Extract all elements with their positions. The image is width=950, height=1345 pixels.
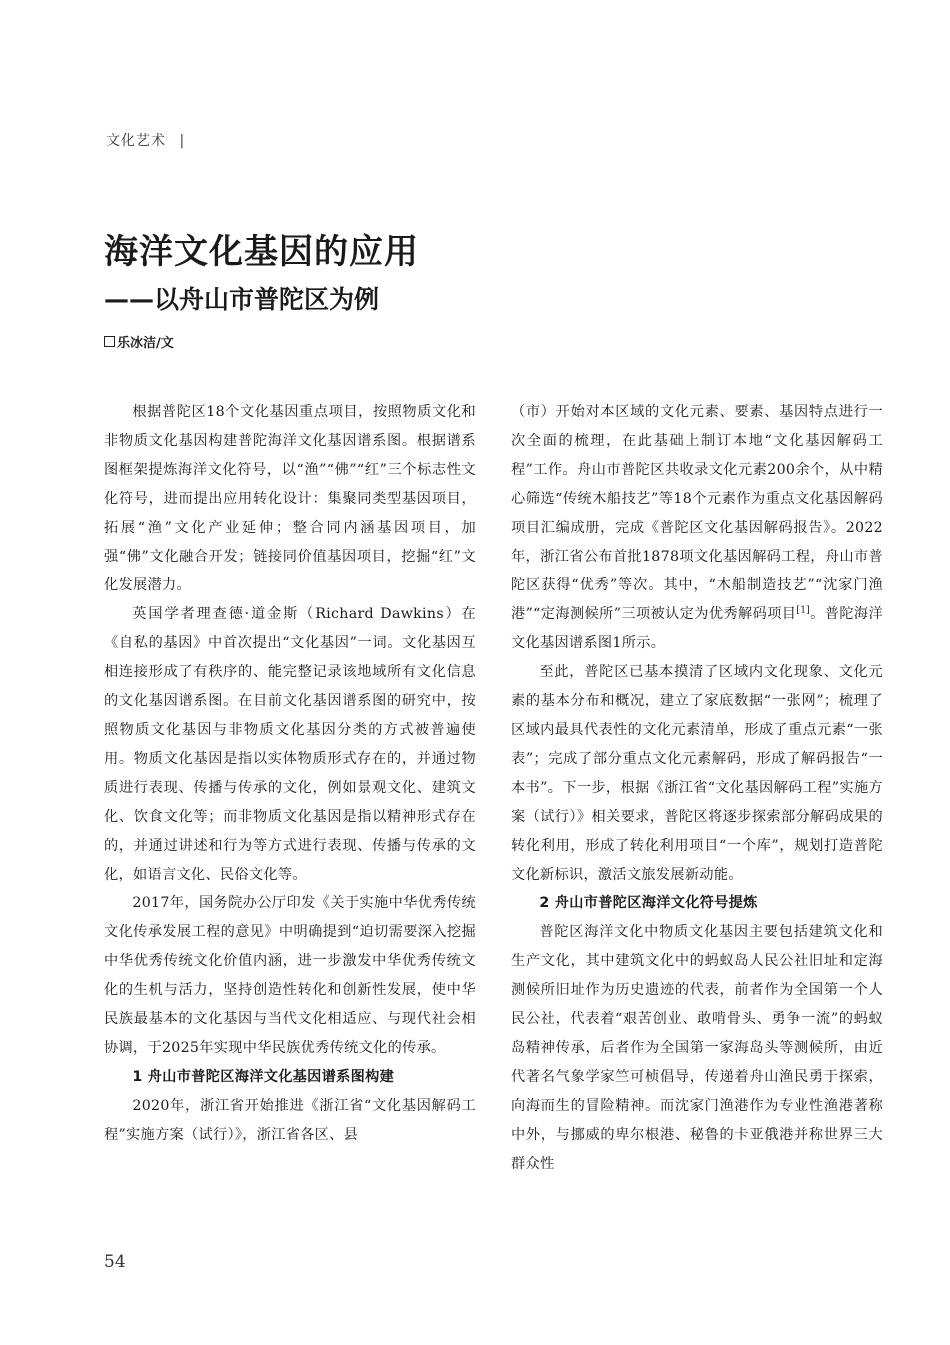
reference-marker[interactable]: [1]	[796, 605, 811, 616]
section-heading-2: 2 舟山市普陀区海洋文化符号提炼	[539, 895, 758, 912]
page-number: 54	[104, 1252, 126, 1272]
article-title: 海洋文化基因的应用	[104, 232, 419, 272]
paragraph: 普陀区海洋文化中物质文化基因主要包括建筑文化和生产文化，其中建筑文化中的蚂蚁岛人民公社旧址和定海测候所旧址作为历史遗迹的代表，前者作为全国第一个人民公社，代表着“艰苦创业、敢啃骨头、勇争一流”的蚂蚁岛精神传承，后者作为全国第一家海岛头等测候所，由近代著名气象学家竺可桢倡导，传递着舟山渔民勇于探索，向海而生的冒险精神。而沈家门渔港作为专业性渔港著称中外，与挪威的卑尔根港、秘鲁的卡亚俄港并称世界三大群众性	[511, 924, 883, 1172]
paragraph: 2020年，浙江省开始推进《浙江省“文化基因解码工程”实施方案（试行）》，浙江省各区、县	[104, 1097, 476, 1143]
section-separator: |	[179, 133, 186, 149]
right-column	[511, 398, 883, 1178]
section-name: 文化艺术	[106, 133, 166, 149]
article-subtitle: ——以舟山市普陀区为例	[104, 285, 380, 314]
section-label	[106, 130, 185, 150]
left-column	[104, 398, 476, 1150]
paragraph-continued	[511, 398, 883, 658]
paragraph: 至此，普陀区已基本摸清了区域内文化现象、文化元素的基本分布和概况，建立了家底数据“一张网”；梳理了区域内最具代表性的文化元素清单，形成了重点元素“一张表”；完成了部分重点文化元素解码，形成了解码报告“一本书”。下一步，根据《浙江省“文化基因解码工程”实施方案（试行）》相关要求，普陀区将逐步探索部分解码成果的转化利用，形成了转化利用项目“一个库”，规划打造普陀文化新标识，激活文旅发展新动能。	[511, 664, 883, 883]
author-name: 乐冰洁/文	[117, 336, 174, 351]
square-bullet-icon	[104, 336, 115, 347]
paragraph-text: （市）开始对本区域的文化元素、要素、基因特点进行一次全面的梳理，在此基础上制订本地“文化基因解码工程”工作。舟山市普陀区共收录文化元素200余个，从中精心筛选“传统木船技艺”等18个元素作为重点文化基因解码项目汇编成册，完成《普陀区文化基因解码报告》。2022年，浙江省公布首批1878项文化基因解码工程，舟山市普陀区获得“优秀”等次。其中，“木船制造技艺”“沈家门渔港”“定海测候所”三项被认定为优秀解码项目	[511, 404, 883, 623]
author-byline	[104, 332, 174, 351]
paragraph: 英国学者理查德·道金斯（Richard Dawkins）在《自私的基因》中首次提出“文化基因”一词。文化基因互相连接形成了有秩序的、能完整记录该地域所有文化信息的文化基因谱系图。在目前文化基因谱系图的研究中，按照物质文化基因与非物质文化基因分类的方式被普遍使用。物质文化基因是指以实体物质形式存在的，并通过物质进行表现、传播与传承的文化，例如景观文化、建筑文化、饮食文化等；而非物质文化基因是指以精神形式存在的，并通过讲述和行为等方式进行表现、传播与传承的文化，如语言文化、民俗文化等。	[104, 606, 476, 883]
paragraph: 根据普陀区18个文化基因重点项目，按照物质文化和非物质文化基因构建普陀海洋文化基因谱系图。根据谱系图框架提炼海洋文化符号，以“渔”“佛”“红”三个标志性文化符号，进而提出应用转化设计：集聚同类型基因项目，拓展“渔”文化产业延伸；整合同内涵基因项目，加强“佛”文化融合开发；链接同价值基因项目，挖掘“红”文化发展潜力。	[104, 404, 476, 594]
paragraph-text: 。普陀海洋文化基因谱系图1所示。	[511, 606, 883, 652]
paragraph: 2017年，国务院办公厅印发《关于实施中华优秀传统文化传承发展工程的意见》中明确提到“迫切需要深入挖掘中华优秀传统文化价值内涵，进一步激发中华优秀传统文化的生机与活力，坚持创造性转化和创新性发展，使中华民族最基本的文化基因与当代文化相适应、与现代社会相协调，于2025年实现中华民族优秀传统文化的传承。	[104, 895, 476, 1056]
section-heading-1: 1 舟山市普陀区海洋文化基因谱系图构建	[132, 1068, 395, 1085]
